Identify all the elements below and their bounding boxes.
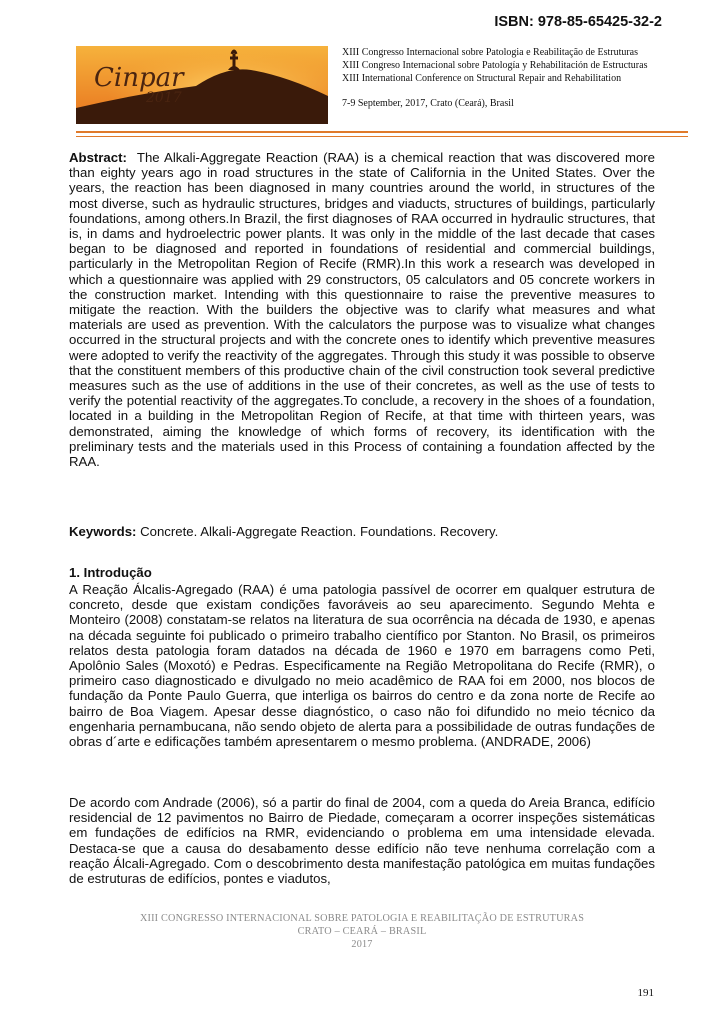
logo-text: Cinpar	[94, 63, 184, 93]
logo-image	[76, 46, 328, 124]
abstract-label: Abstract:	[69, 150, 127, 165]
conference-date: 7-9 September, 2017, Crato (Ceará), Brasil	[342, 98, 514, 109]
conference-line-en: XIII International Conference on Structural Repair and Rehabilitation	[342, 73, 622, 84]
abstract	[69, 150, 655, 469]
conference-line-pt: XIII Congresso Internacional sobre Patologia e Reabilitação de Estruturas	[342, 47, 639, 58]
abstract-text: The Alkali-Aggregate Reaction (RAA) is a chemical reaction that was discovered more than eighty years ago in road structures in the state of California in the United States. Over the years, the reaction has been diagnosed in many countries around the world, in structures of the most diverse, such as hydraulic structures, bridges and viaducts, structures of buildings, particularly foundations, among others.In Brazil, the first diagnoses of RAA occurred in hydraulic structures, that is, in dams and hydroelectric power plants. It was only in the middle of the last decade that cases began to be diagnosed and reported in foundations of residential and commercial buildings, particularly in the Metropolitan Region of Recife (RMR).In this work a research was developed in which a questionnaire was applied with 29 constructors, 05 calculators and 05 concrete workers in the construction market. Intending with this questionnaire to raise the preventive measures to mitigate the reaction. With the builders the objective was to clarify what measures and what materials are used as prevention. With the calculators the purpose was to visualize what changes occurred in the structural projects and with the concrete ones to identify which preventive measures were adopted to verify the reactivity of the aggregates. Through this study it was possible to observe that the constituent members of this productive chain of the civil construction took several predictive measures such as the use of additions in the use of their concretes, as well as the use of tests to verify the potential reactivity of the aggregates.To conclude, a recovery in the shoes of a foundation, located in a building in the Metropolitan Region of Recife, at that time with thirteen years, was demonstrated, aiming the knowledge of which forms of recovery, its identification with the preliminary tests and the materials used in this Process of containing a foundation affected by the RAA.	[69, 150, 656, 470]
footer-line-year: 2017	[351, 939, 373, 950]
logo-year: 2017	[146, 90, 182, 106]
conference-logo	[76, 46, 328, 124]
footer	[69, 912, 655, 951]
header-rule-thin	[76, 136, 688, 137]
conference-line-es: XIII Congreso Internacional sobre Patología y Rehabilitación de Estructuras	[342, 60, 648, 71]
section-heading: 1. Introdução	[69, 565, 152, 580]
footer-line-title: XIII CONGRESSO INTERNACIONAL SOBRE PATOLOGIA E REABILITAÇÃO DE ESTRUTURAS	[139, 913, 585, 924]
keywords-text: Concrete. Alkali-Aggregate Reaction. Foundations. Recovery.	[140, 524, 499, 539]
keywords-label: Keywords:	[69, 524, 137, 539]
page-number: 191	[637, 987, 654, 999]
isbn: ISBN: 978-85-65425-32-2	[494, 14, 662, 30]
footer-line-location: CRATO – CEARÁ – BRASIL	[297, 926, 427, 937]
paragraph: De acordo com Andrade (2006), só a partir do final de 2004, com a queda do Areia Branca, edifício residencial de 12 pavimentos no Bairro de Piedade, começaram a ocorrer inspeções sistemáticas em fundações de edifícios na RMR, evidenciando o problema em uma intensidade elevada. Destaca-se que a causa do desabamento desse edifício não teve nenhuma correlação com a reação Álcali-Agregado. Com o descobrimento desta manifestação patológica em muitas fundações de estruturas de edifícios, pontes e viadutos,	[69, 795, 655, 887]
header-rule	[76, 131, 688, 133]
paragraph: A Reação Álcalis-Agregado (RAA) é uma patologia passível de ocorrer em qualquer estrutura de concreto, desde que existam condições favoráveis ao seu aparecimento. Segundo Mehta e Monteiro (2008) constatam-se relatos na literatura de sua ocorrência na década de 1930, e apenas na década seguinte foi publicado o primeiro trabalho científico por Stanton. No Brasil, os primeiros relatos desta patologia foram datados na década de 1960 e 1970 em barragens como Peti, Apolônio Sales (Moxotó) e Pedras. Especificamente na Região Metropolitana do Recife (RMR), o primeiro caso diagnosticado e divulgado no meio acadêmico de RAA foi em 2000, nos blocos de fundação da Ponte Paulo Guerra, que interliga os bairros do centro e da zona norte de Recife ao bairro de Boa Viagem. Apesar desse diagnóstico, o caso não foi difundido no meio técnico da engenharia pernambucana, não sendo objeto de alerta para a possibilidade de outras fundações de obras d´arte e edificações também apresentarem o mesmo problema. (ANDRADE, 2006)	[69, 582, 655, 750]
conference-info	[342, 46, 688, 110]
keywords	[69, 524, 655, 539]
